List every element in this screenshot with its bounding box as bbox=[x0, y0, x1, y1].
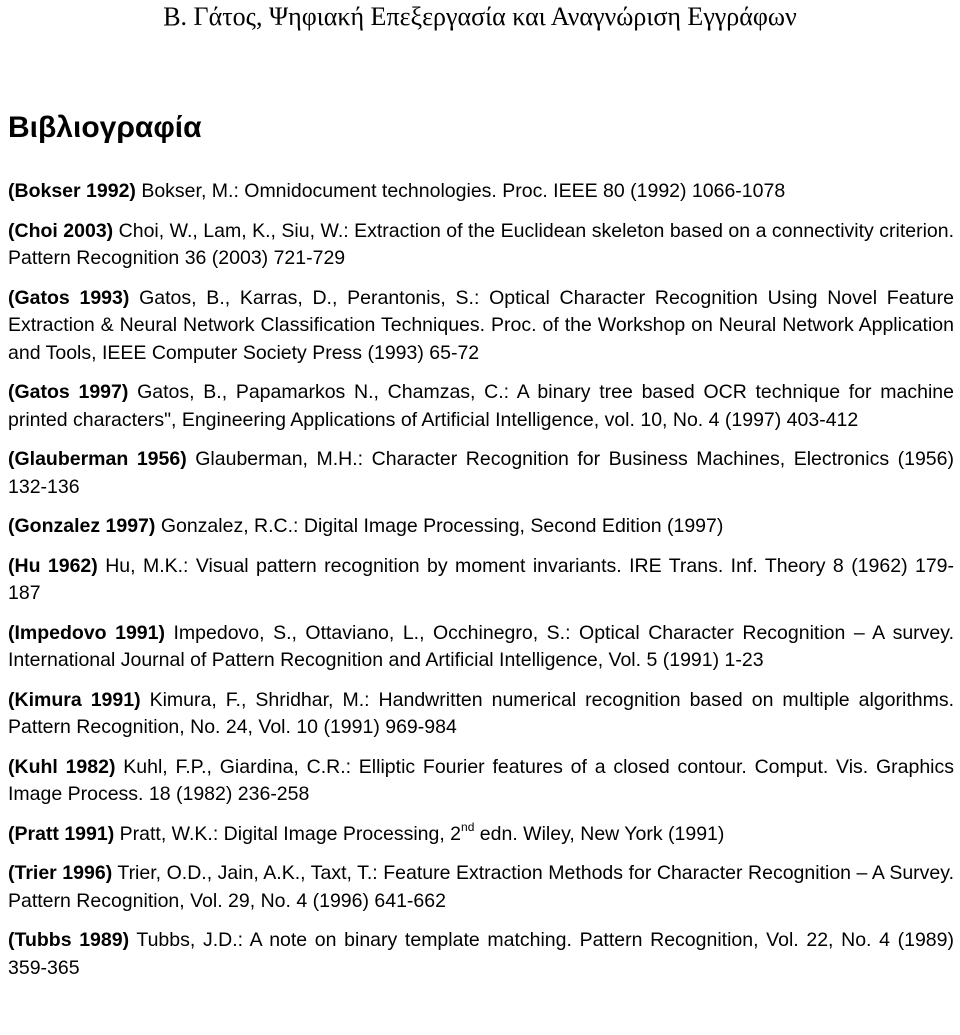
reference-key: (Trier 1996) bbox=[8, 862, 113, 884]
reference-text: Gatos, B., Papamarkos N., Chamzas, C.: A binary tree based OCR technique for machine printed characters", Engineering Applications of Artificial Intelligence, vol. 10, No. 4 (1997) 403-412 bbox=[8, 381, 954, 431]
reference-key: (Hu 1962) bbox=[8, 554, 98, 577]
reference-key: (Choi 2003) bbox=[8, 219, 114, 242]
reference-key: (Gatos 1993) bbox=[8, 286, 130, 309]
reference-item bbox=[8, 754, 954, 809]
reference-key: (Gatos 1997) bbox=[8, 381, 129, 403]
reference-item bbox=[8, 927, 954, 982]
reference-text: Gonzalez, R.C.: Digital Image Processing, Second Edition (1997) bbox=[160, 515, 724, 537]
reference-text: Choi, W., Lam, K., Siu, W.: Extraction of the Euclidean skeleton based on a connectivity criterion. Pattern Recognition 36 (2003) 721-729 bbox=[8, 219, 955, 269]
reference-key: (Kuhl 1982) bbox=[8, 755, 116, 778]
reference-text: Tubbs, J.D.: A note on binary template matching. Pattern Recognition, Vol. 22, No. 4 (1989) 359-365 bbox=[8, 929, 954, 979]
reference-text: Kimura, F., Shridhar, M.: Handwritten numerical recognition based on multiple algorithms. Pattern Recognition, No. 24, Vol. 10 (1991) 969-984 bbox=[8, 688, 955, 738]
reference-item bbox=[8, 446, 954, 501]
reference-key: (Pratt 1991) bbox=[8, 822, 115, 845]
reference-key: (Tubbs 1989) bbox=[8, 929, 130, 951]
section-title: Βιβλιογραφία bbox=[8, 111, 202, 144]
reference-item bbox=[8, 821, 954, 849]
reference-item bbox=[8, 553, 954, 608]
reference-text-continued: edn. Wiley, New York (1991) bbox=[474, 822, 725, 845]
reference-text: Gatos, B., Karras, D., Perantonis, S.: Optical Character Recognition Using Novel Feature Extraction & Neural Network Classification Techniques. Proc. of the Workshop on Neural Network Application and Tools, IEEE Computer Society Press (1993) 65-72 bbox=[8, 286, 954, 364]
reference-item bbox=[8, 218, 954, 273]
reference-text: Glauberman, M.H.: Character Recognition for Business Machines, Electronics (1956) 132-136 bbox=[8, 448, 954, 498]
reference-item bbox=[8, 285, 954, 368]
reference-item bbox=[8, 620, 954, 675]
reference-text: Kuhl, F.P., Giardina, C.R.: Elliptic Fourier features of a closed contour. Comput. Vis. Graphics Image Process. 18 (1982) 236-258 bbox=[8, 755, 955, 805]
superscript-ordinal: nd bbox=[461, 819, 475, 834]
reference-item bbox=[8, 178, 954, 206]
reference-text: Trier, O.D., Jain, A.K., Taxt, T.: Feature Extraction Methods for Character Recognition – A Survey. Pattern Recognition, Vol. 29, No. 4 (1996) 641-662 bbox=[8, 862, 954, 912]
reference-item bbox=[8, 379, 954, 434]
reference-text: Pratt, W.K.: Digital Image Processing, 2 bbox=[119, 822, 462, 845]
reference-item bbox=[8, 513, 954, 541]
reference-text: Bokser, M.: Omnidocument technologies. Proc. IEEE 80 (1992) 1066-1078 bbox=[141, 180, 786, 202]
reference-key: (Gonzalez 1997) bbox=[8, 515, 156, 537]
reference-key: (Impedovo 1991) bbox=[8, 621, 165, 644]
reference-list bbox=[8, 178, 954, 994]
reference-item bbox=[8, 860, 954, 915]
running-header: Β. Γάτος, Ψηφιακή Επεξεργασία και Αναγνώριση Εγγράφων bbox=[163, 2, 797, 31]
reference-key: (Glauberman 1956) bbox=[8, 448, 187, 470]
reference-text: Hu, M.K.: Visual pattern recognition by moment invariants. IRE Trans. Inf. Theory 8 (1962) 179-187 bbox=[8, 554, 954, 604]
reference-key: (Bokser 1992) bbox=[8, 180, 136, 202]
reference-item bbox=[8, 687, 954, 742]
reference-text: Impedovo, S., Ottaviano, L., Occhinegro, S.: Optical Character Recognition – A survey. International Journal of Pattern Recognition and Artificial Intelligence, Vol. 5 (1991) 1-23 bbox=[8, 621, 954, 671]
reference-key: (Kimura 1991) bbox=[8, 688, 141, 711]
